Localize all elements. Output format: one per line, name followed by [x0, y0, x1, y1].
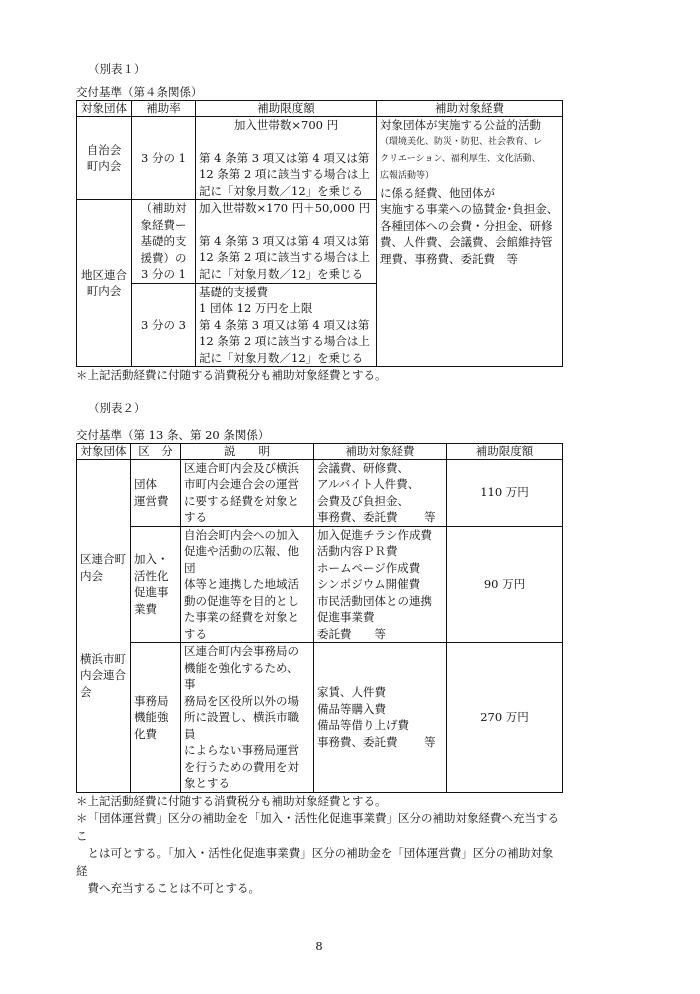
table1-label: （別表１）	[88, 62, 146, 76]
header-cell: 対象団体	[77, 443, 131, 459]
page-number: 8	[315, 938, 323, 953]
limit-cell	[196, 117, 377, 200]
note-line: ＊上記活動経費に付随する消費税分も補助対象経費とする。	[76, 793, 387, 808]
table1-note: ＊上記活動経費に付随する消費税分も補助対象経費とする。	[76, 368, 387, 382]
table-row	[77, 643, 563, 793]
table1-caption: 交付基準（第４条関係）	[76, 85, 203, 99]
description-cell: 自治会町内会への加入 促進や活動の広報、他団 体等と連携した地域活 動の促進等を目的とし た事業の経費を対象と する	[181, 526, 314, 643]
table-header-row	[77, 101, 563, 117]
expenses-text-c: に係る経費、他団体が 実施する事業への協賛金･負担金、 各種団体への会費・分担金、研修 費、人件費、会議費、会館維持管 理費、事務費、委託費 等	[380, 185, 559, 266]
expenses-text-b: （環境美化、防災・防犯、社会教育、レ クリエーション、福利厚生、文化活動、 広報活動等）	[380, 136, 543, 181]
limit-cell	[196, 200, 377, 284]
expenses-text-a: 対象団体が実施する公益的活動	[380, 118, 541, 132]
header-cell: 説 明	[181, 443, 314, 459]
header-cell: 対象団体	[77, 101, 132, 117]
limit-amount: 加入世帯数×700 円	[233, 118, 339, 132]
table-row	[77, 526, 563, 643]
header-cell: 補助限度額	[196, 101, 377, 117]
limit-amount: 加入世帯数×170 円＋50,000 円	[199, 201, 371, 215]
category-cell: 加入・ 活性化 促進事 業費	[131, 526, 181, 643]
description-cell: 区連合町内会及び横浜 市町内会連合会の運営 に要する経費を対象と する	[181, 459, 314, 526]
table2-caption: 交付基準（第 13 条、第 20 条関係）	[76, 427, 270, 442]
rate-cell: （補助対 象経費ー 基礎的支 援費）の 3 分の 1	[132, 200, 196, 284]
header-cell: 補助限度額	[447, 443, 563, 459]
header-cell: 補助対象経費	[377, 101, 563, 117]
table-row	[77, 459, 563, 526]
limit-cell: 90 万円	[447, 526, 563, 643]
category-cell: 事務局 機能強 化費	[131, 643, 181, 793]
expenses-cell: 家賃、人件費 備品等購入費 備品等借り上げ費 事務費、委託費 等	[314, 643, 447, 793]
note-line: ＊「団体運営費」区分の補助金を「加入・活性化促進事業費」区分の補助対象経費へ充当するこ	[76, 811, 559, 843]
description-cell: 区連合町内会事務局の 機能を強化するため、事 務局を区役所以外の場 所に設置し、横浜市職員 によらない事務局運営 を行うための費用を対 象とする	[181, 643, 314, 793]
table1	[76, 100, 563, 367]
group-cell: 自治会 町内会	[77, 117, 132, 200]
limit-cell: 270 万円	[447, 643, 563, 793]
expenses-cell: 会議費、研修費、 アルバイト人件費、 会費及び負担金、 事務費、委託費 等	[314, 459, 447, 526]
table2-label: （別表２）	[88, 400, 146, 415]
limit-note: 第 4 条第 3 項又は第 4 項又は第 12 条第 2 項に該当する場合は上 記に「対象月数／12」を乗じる	[199, 233, 370, 281]
expenses-cell	[377, 117, 563, 367]
group-name: 区連合町 内会	[80, 552, 126, 583]
table-header-row	[77, 443, 563, 459]
limit-note: 第 4 条第 3 項又は第 4 項又は第 12 条第 2 項に該当する場合は上 記に「対象月数／12」を乗じる	[199, 150, 370, 198]
note-line: 費へ充当することは不可とする。	[76, 881, 260, 895]
header-cell: 区 分	[131, 443, 181, 459]
limit-cell: 基礎的支援費 1 団体 12 万円を上限 第 4 条第 3 項又は第 4 項又は第 12 条第 2 項に該当する場合は上 記に「対象月数／12」を乗じる	[196, 283, 377, 367]
rate-cell: 3 分の 1	[132, 117, 196, 200]
group-cell: 地区連合 町内会	[77, 200, 132, 367]
table2	[76, 443, 563, 793]
table-row	[77, 117, 563, 200]
header-cell: 補助率	[132, 101, 196, 117]
limit-cell: 110 万円	[447, 459, 563, 526]
note-line: とは可とする。「加入・活性化促進事業費」区分の補助金を「団体運営費」区分の補助対象経	[76, 846, 554, 878]
rate-cell: 3 分の 3	[132, 283, 196, 367]
table2-notes	[76, 793, 562, 898]
group-name: 横浜市町 内会連合 会	[80, 651, 126, 699]
group-cell	[77, 459, 131, 792]
header-cell: 補助対象経費	[314, 443, 447, 459]
category-cell: 団体 運営費	[131, 459, 181, 526]
expenses-cell: 加入促進チラシ作成費 活動内容ＰＲ費 ホームページ作成費 シンポジウム開催費 市民活動団体との連携 促進事業費 委託費 等	[314, 526, 447, 643]
